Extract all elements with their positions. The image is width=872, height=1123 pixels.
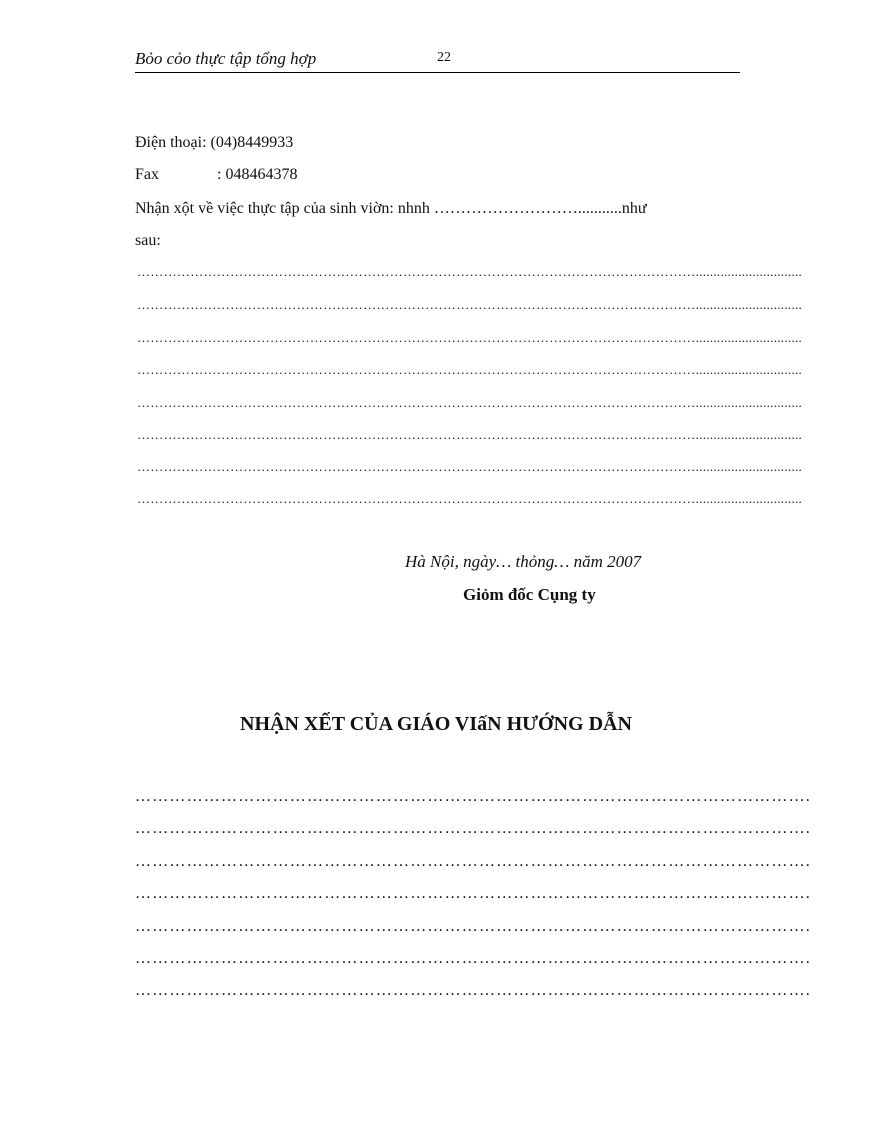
page-number: 22 [437, 50, 451, 65]
company-comment-dotted-line: ……………………………………………………………………………………………………………….............................. [137, 491, 803, 506]
company-comment-dotted-line: ……………………………………………………………………………………………………………….............................. [137, 297, 803, 312]
teacher-comment-dotted-line: ………………………………………………………………………………………………………. [135, 885, 811, 902]
company-comment-dotted-line: ……………………………………………………………………………………………………………….............................. [137, 362, 803, 377]
teacher-comment-dotted-line: ………………………………………………………………………………………………………. [135, 788, 811, 805]
teacher-comment-dotted-line: ………………………………………………………………………………………………………. [135, 982, 811, 999]
company-comment-dotted-line: ……………………………………………………………………………………………………………….............................. [137, 330, 803, 345]
comment-line-1: Nhận xột về việc thực tập của sinh viờn: nhnh ………………………...........như [135, 200, 647, 217]
phone-line [135, 134, 293, 152]
company-comment-dotted-line: ……………………………………………………………………………………………………………….............................. [137, 395, 803, 410]
teacher-comment-dotted-line: ………………………………………………………………………………………………………. [135, 918, 811, 935]
company-comment-dotted-line: ……………………………………………………………………………………………………………….............................. [137, 264, 803, 279]
header-title: Bỏo cỏo thực tập tổng hợp [135, 49, 317, 68]
signature-title: Giỏm đốc Cụng ty [463, 585, 596, 604]
phone-label: Điện thoại: [135, 134, 207, 151]
fax-value: : 048464378 [217, 166, 298, 183]
teacher-comment-dotted-line: ………………………………………………………………………………………………………. [135, 853, 811, 870]
teacher-comment-dotted-line: ………………………………………………………………………………………………………. [135, 820, 811, 837]
page-header [135, 48, 740, 73]
teacher-comment-dotted-line: ………………………………………………………………………………………………………. [135, 950, 811, 967]
fax-line [135, 166, 297, 184]
signature-date: Hà Nội, ngày… thỏng… năm 2007 [405, 552, 642, 571]
comment-line-2: sau: [135, 232, 161, 249]
company-comment-dotted-line: ……………………………………………………………………………………………………………….............................. [137, 427, 803, 442]
fax-label: Fax [135, 166, 159, 183]
company-comment-dotted-line: ……………………………………………………………………………………………………………….............................. [137, 459, 803, 474]
phone-value: (04)8449933 [210, 134, 294, 151]
teacher-section-heading: NHẬN XẾT CỦA GIÁO VIấN HƯỚNG DẪN [240, 713, 632, 735]
